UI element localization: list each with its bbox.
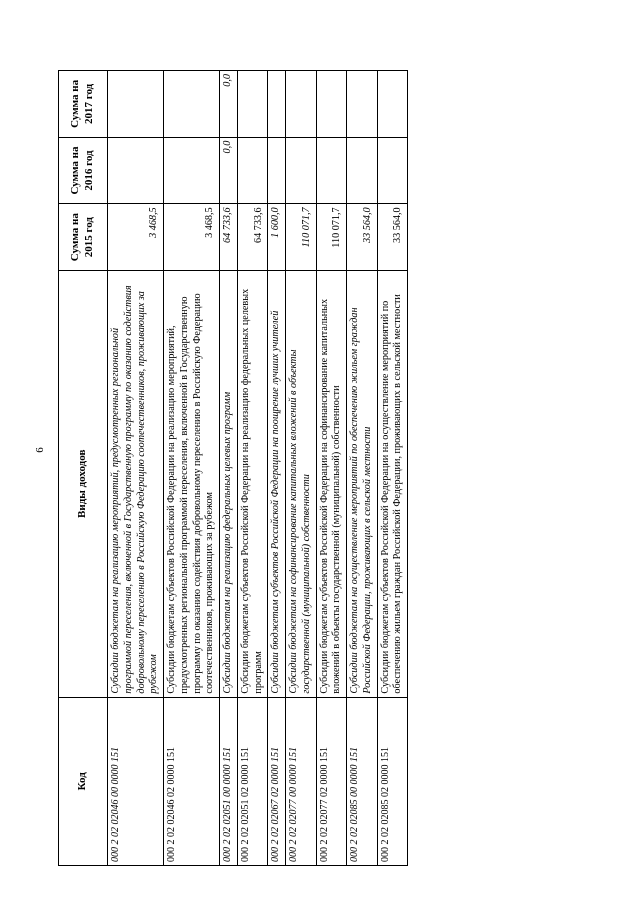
row-sum-2017 xyxy=(377,71,408,138)
row-sum-2015: 64 733,6 xyxy=(237,204,268,271)
row-sum-2016 xyxy=(237,137,268,204)
header-sum-2016: Сумма на 2016 год xyxy=(59,137,108,204)
page-number: 6 xyxy=(33,447,46,453)
row-code: 000 2 02 02051 00 0000 151 xyxy=(220,697,238,865)
row-sum-2017 xyxy=(108,71,164,138)
header-kind: Виды доходов xyxy=(59,270,108,697)
table-row xyxy=(268,71,286,866)
rotated-table-container xyxy=(58,70,582,866)
row-kind: Субсидии бюджетам на реализацию федеральных целевых программ xyxy=(220,270,238,697)
row-sum-2017 xyxy=(237,71,268,138)
row-sum-2016 xyxy=(286,137,317,204)
row-kind: Субсидии бюджетам на реализацию мероприятий, предусмотренных региональной программой переселения, включенной в Государственную программу по оказанию содействия добровольному переселению в Российскую Федерацию соотечественников, проживающих за рубежом xyxy=(108,270,164,697)
row-kind: Субсидии бюджетам субъектов Российской Федерации на реализацию мероприятий, предусмотренных региональной программой переселения, включенной в Государственную программу по оказанию содействия добровольному переселению в Российскую Федерацию соотечественников, проживающих за рубежом xyxy=(164,270,220,697)
row-sum-2017 xyxy=(268,71,286,138)
row-sum-2016 xyxy=(347,137,378,204)
row-sum-2015: 110 071,7 xyxy=(286,204,317,271)
row-sum-2015: 3 468,5 xyxy=(108,204,164,271)
row-sum-2015: 3 468,5 xyxy=(164,204,220,271)
row-kind: Субсидии бюджетам субъектов Российской Федерации на поощрение лучших учителей xyxy=(268,270,286,697)
table-row xyxy=(286,71,317,866)
header-code: Код xyxy=(59,697,108,865)
row-code: 000 2 02 02046 00 0000 151 xyxy=(108,697,164,865)
row-sum-2017 xyxy=(316,71,347,138)
row-sum-2016 xyxy=(108,137,164,204)
table-header-row xyxy=(59,71,108,866)
row-kind: Субсидии бюджетам на софинансирование капитальных вложений в объекты государственной (муниципальной) собственности xyxy=(286,270,317,697)
row-sum-2017: 0,0 xyxy=(220,71,238,138)
row-code: 000 2 02 02067 02 0000 151 xyxy=(268,697,286,865)
row-sum-2016 xyxy=(164,137,220,204)
row-sum-2017 xyxy=(164,71,220,138)
header-sum-2015: Сумма на 2015 год xyxy=(59,204,108,271)
row-kind: Субсидии бюджетам субъектов Российской Федерации на софинансирование капитальных вложений в объекты государственной (муниципальной) собственности xyxy=(316,270,347,697)
table-row xyxy=(220,71,238,866)
row-sum-2017 xyxy=(347,71,378,138)
row-sum-2015: 64 733,6 xyxy=(220,204,238,271)
row-code: 000 2 02 02077 00 0000 151 xyxy=(286,697,317,865)
row-sum-2015: 110 071,7 xyxy=(316,204,347,271)
revenue-table xyxy=(58,70,408,866)
row-sum-2015: 33 564,0 xyxy=(347,204,378,271)
table-row xyxy=(237,71,268,866)
row-kind: Субсидии бюджетам субъектов Российской Федерации на реализацию федеральных целевых программ xyxy=(237,270,268,697)
header-sum-2017: Сумма на 2017 год xyxy=(59,71,108,138)
row-code: 000 2 02 02046 02 0000 151 xyxy=(164,697,220,865)
table-row xyxy=(164,71,220,866)
row-code: 000 2 02 02077 02 0000 151 xyxy=(316,697,347,865)
row-sum-2015: 33 564,0 xyxy=(377,204,408,271)
row-code: 000 2 02 02051 02 0000 151 xyxy=(237,697,268,865)
table-row xyxy=(108,71,164,866)
row-sum-2016 xyxy=(377,137,408,204)
row-code: 000 2 02 02085 02 0000 151 xyxy=(377,697,408,865)
row-kind: Субсидии бюджетам субъектов Российской Федерации на осуществление мероприятий по обеспечению жильем граждан Российской Федерации, проживающих в сельской местности xyxy=(377,270,408,697)
row-sum-2016 xyxy=(316,137,347,204)
row-sum-2016: 0,0 xyxy=(220,137,238,204)
table-row xyxy=(347,71,378,866)
table-row xyxy=(377,71,408,866)
row-kind: Субсидии бюджетам на осуществление мероприятий по обеспечению жильем граждан Российской Федерации, проживающих в сельской местности xyxy=(347,270,378,697)
row-sum-2016 xyxy=(268,137,286,204)
row-code: 000 2 02 02085 00 0000 151 xyxy=(347,697,378,865)
row-sum-2017 xyxy=(286,71,317,138)
row-sum-2015: 1 600,0 xyxy=(268,204,286,271)
table-row xyxy=(316,71,347,866)
